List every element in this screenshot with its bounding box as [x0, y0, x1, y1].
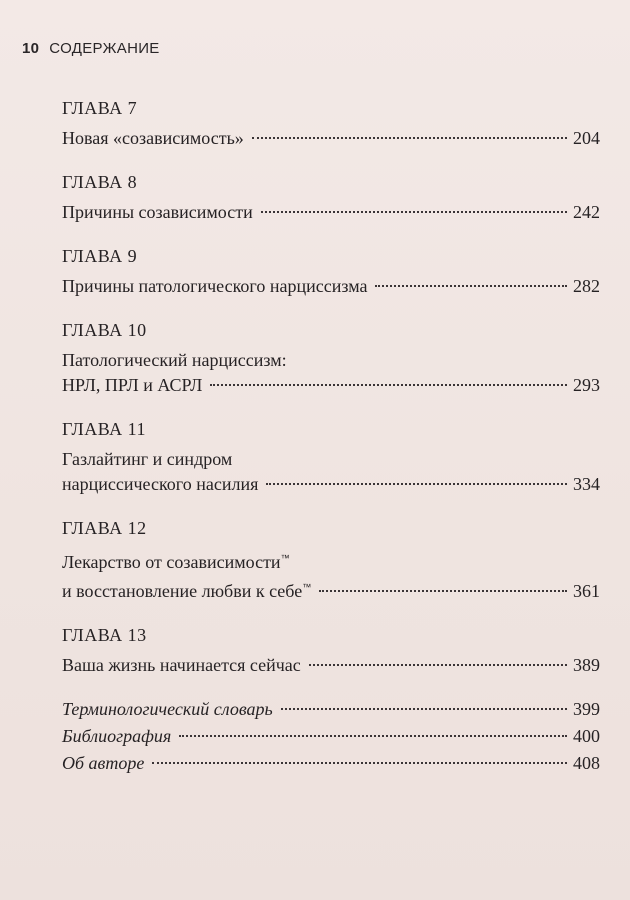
toc-chapter-12: [62, 516, 600, 604]
chapter-label: ГЛАВА 10: [62, 320, 147, 340]
chapter-label: ГЛАВА 9: [62, 246, 138, 266]
chapter-title-line: Газлайтинг и синдром: [62, 449, 233, 469]
chapter-title-text: Лекарство от созависимости: [62, 552, 281, 572]
dot-leader: [179, 735, 567, 737]
page-ref: 399: [573, 699, 600, 719]
toc-chapter-13: [62, 623, 600, 678]
chapter-label: ГЛАВА 11: [62, 419, 146, 439]
chapter-title: Причины патологического нарциссизма: [62, 276, 368, 296]
toc-entry-line: [62, 653, 600, 678]
chapter-label: ГЛАВА 12: [62, 518, 147, 538]
dot-leader: [375, 285, 567, 287]
toc-chapter-11: [62, 417, 600, 497]
chapter-title: Новая «созависимость»: [62, 128, 244, 148]
dot-leader: [281, 708, 567, 710]
back-matter-title: Об авторе: [62, 753, 145, 773]
toc-chapter-9: [62, 244, 600, 299]
page-ref: 389: [573, 655, 600, 675]
page-ref: 242: [573, 202, 600, 222]
chapter-title: Ваша жизнь начинается сейчас: [62, 655, 301, 675]
dot-leader: [266, 483, 567, 485]
dot-leader: [261, 211, 567, 213]
chapter-title-line: [62, 546, 600, 575]
chapter-title: НРЛ, ПРЛ и АСРЛ: [62, 375, 203, 395]
back-matter: [62, 697, 600, 776]
chapter-title-line: Патологический нарциссизм:: [62, 350, 287, 370]
page-ref: 408: [573, 753, 600, 773]
page-ref: 293: [573, 375, 600, 395]
dot-leader: [210, 384, 567, 386]
page-ref: 400: [573, 726, 600, 746]
table-of-contents: [62, 96, 600, 778]
toc-entry-line: [62, 274, 600, 299]
page-ref: 334: [573, 474, 600, 494]
chapter-label: ГЛАВА 13: [62, 625, 147, 645]
toc-chapter-8: [62, 170, 600, 225]
page-ref: 204: [573, 128, 600, 148]
running-header: [22, 40, 160, 57]
toc-entry-line: [62, 126, 600, 151]
back-matter-entry: [62, 724, 600, 749]
chapter-title: [62, 575, 311, 604]
trademark-mark: ™: [302, 582, 312, 592]
trademark-mark: ™: [280, 553, 290, 563]
header-title: СОДЕРЖАНИЕ: [49, 40, 160, 57]
page-ref: 361: [573, 581, 600, 601]
chapter-label: ГЛАВА 8: [62, 172, 138, 192]
toc-chapter-10: [62, 318, 600, 398]
chapter-label: ГЛАВА 7: [62, 98, 138, 118]
page-ref: 282: [573, 276, 600, 296]
dot-leader: [309, 664, 567, 666]
dot-leader: [152, 762, 567, 764]
back-matter-entry: [62, 751, 600, 776]
toc-entry-line: [62, 200, 600, 225]
back-matter-title: Терминологический словарь: [62, 699, 273, 719]
chapter-title: Причины созависимости: [62, 202, 253, 222]
toc-entry-line: [62, 373, 600, 398]
back-matter-title: Библиография: [62, 726, 172, 746]
toc-chapter-7: [62, 96, 600, 151]
back-matter-entry: [62, 697, 600, 722]
chapter-title: нарциссического насилия: [62, 474, 259, 494]
toc-entry-line: [62, 472, 600, 497]
dot-leader: [252, 137, 567, 139]
chapter-title-text: и восстановление любви к себе: [62, 581, 303, 601]
toc-entry-line: [62, 575, 600, 604]
page-number: 10: [22, 40, 40, 57]
dot-leader: [319, 590, 567, 592]
